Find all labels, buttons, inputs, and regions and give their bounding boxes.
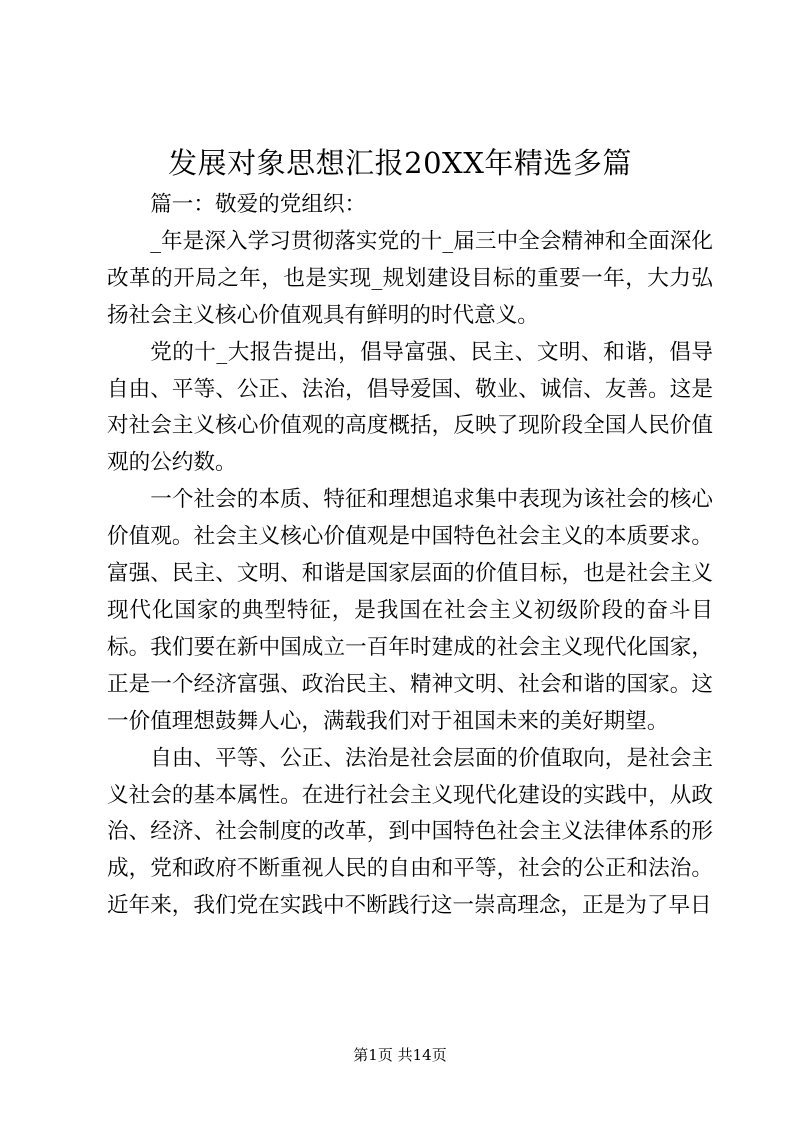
document-title: 发展对象思想汇报20XX年精选多篇 (168, 146, 632, 180)
paragraph: 一个社会的本质、特征和理想追求集中表现为该社会的核心价值观。社会主义核心价值观是中国特色社会主义的本质要求。富强、民主、文明、和谐是国家层面的价值目标，也是社会主义现代化国家的典型特征，是我国在社会主义初级阶段的奋斗目标。我们要在新中国成立一百年时建成的社会主义现代化国家，正是一个经济富强、政治民主、精神文明、社会和谐的国家。这一价值理想鼓舞人心，满载我们对于祖国未来的美好期望。 (107, 487, 713, 734)
document-body (107, 187, 713, 925)
paragraph: 党的十_大报告提出，倡导富强、民主、文明、和谐，倡导自由、平等、公正、法治，倡导爱国、敬业、诚信、友善。这是对社会主义核心价值观的高度概括，反映了现阶段全国人民价值观的公约数。 (107, 339, 713, 476)
paragraph: _年是深入学习贯彻落实党的十_届三中全会精神和全面深化改革的开局之年，也是实现_规划建设目标的重要一年，大力弘扬社会主义核心价值观具有鲜明的时代意义。 (107, 228, 713, 328)
paragraph: 自由、平等、公正、法治是社会层面的价值取向，是社会主义社会的基本属性。在进行社会主义现代化建设的实践中，从政治、经济、社会制度的改革，到中国特色社会主义法律体系的形成，党和政府不断重视人民的自由和平等，社会的公正和法治。近年来，我们党在实践中不断践行这一崇高理念，正是为了早日 (107, 745, 713, 919)
paragraph-salutation: 篇一：敬爱的党组织： (150, 192, 367, 217)
page-footer: 第1页 共14页 (353, 1046, 447, 1064)
